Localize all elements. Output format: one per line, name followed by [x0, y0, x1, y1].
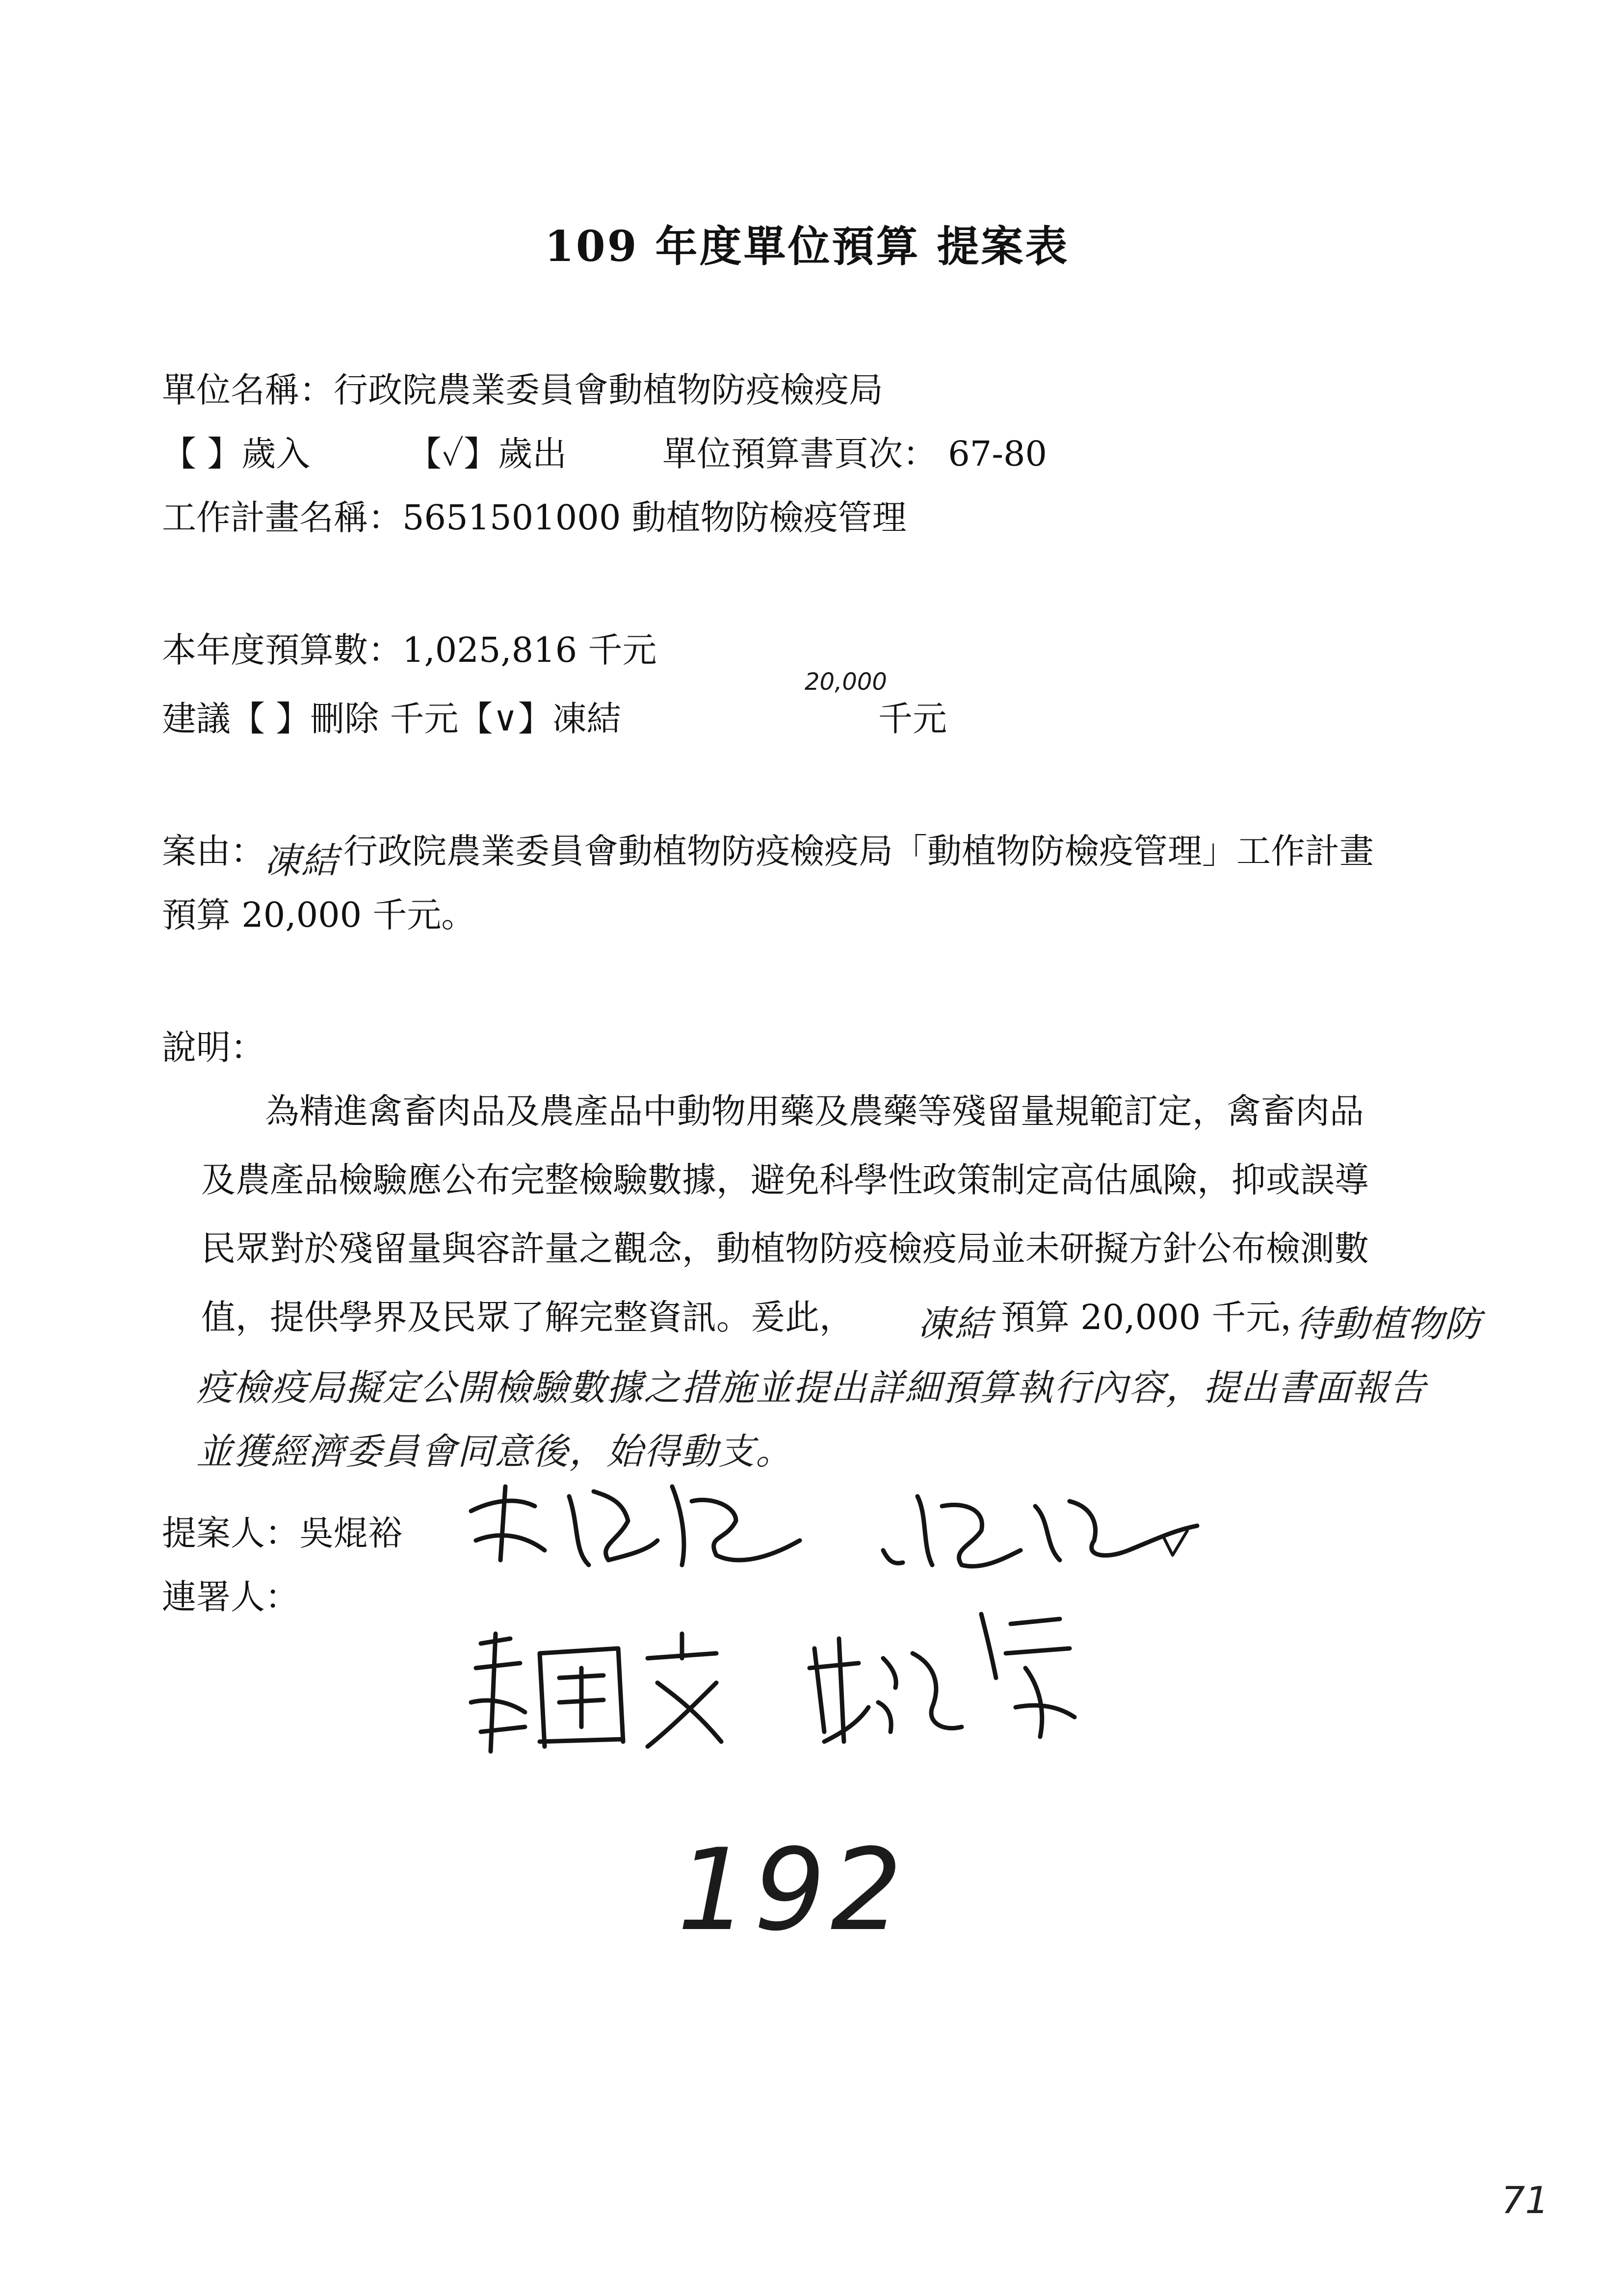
- cosigner-label: 連署人：: [162, 1577, 299, 1617]
- page-number: 71: [1501, 2178, 1549, 2222]
- document-title: 109 年度單位預算 提案表: [545, 222, 1070, 271]
- handwritten-note-line-2: 疫檢疫局擬定公開檢驗數據之措施並提出詳細預算執行內容，提出書面報告: [196, 1367, 1427, 1409]
- signature-cosigner-2: [461, 1614, 775, 1771]
- handwritten-note-line-1: 待動植物防: [1295, 1303, 1482, 1345]
- suggestion-line: 建議【 】刪除 千元【∨】凍結: [162, 699, 621, 739]
- revenue-checkbox-line: 【 】歲入: [162, 434, 311, 474]
- expenditure-checkbox-line: 【✓】歲出: [407, 434, 567, 474]
- proposer-line: 提案人：吳焜裕: [162, 1513, 402, 1553]
- explanation-label: 說明：: [162, 1027, 265, 1068]
- handwritten-note-line-3: 並獲經濟委員會同意後，始得動支。: [196, 1431, 793, 1473]
- handwritten-number: 192: [677, 1825, 907, 1956]
- budget-amount-line: 本年度預算數：1,025,816 千元: [162, 630, 657, 670]
- signature-proposer: [461, 1467, 814, 1575]
- case-label: 案由：: [162, 831, 265, 871]
- case-text-line-2: 預算 20,000 千元。: [162, 895, 476, 935]
- project-name-line: 工作計畫名稱：5651501000 動植物防檢疫管理: [162, 497, 907, 538]
- unit-name-line: 單位名稱：行政院農業委員會動植物防疫檢疫局: [162, 370, 883, 410]
- explanation-line-1: 為精進禽畜肉品及農產品中動物用藥及農藥等殘留量規範訂定，禽畜肉品: [265, 1091, 1364, 1131]
- explanation-line-4: 值，提供學界及民眾了解完整資訊。爰此，: [201, 1297, 854, 1337]
- signature-cosigner-1: [873, 1477, 1217, 1585]
- handwritten-freeze-amount: 20,000: [805, 668, 887, 696]
- explanation-tail: 預算 20,000 千元，: [1001, 1297, 1315, 1337]
- signature-cosigner-3: [795, 1594, 1089, 1771]
- suggestion-unit: 千元: [878, 699, 947, 739]
- explanation-line-2: 及農產品檢驗應公布完整檢驗數據，避免科學性政策制定高估風險，抑或誤導: [201, 1160, 1369, 1200]
- handwritten-case-freeze: 凍結: [264, 840, 339, 882]
- budget-page-line: 單位預算書頁次： 67-80: [662, 434, 1048, 474]
- case-text-line-1: 行政院農業委員會動植物防疫檢疫局「動植物防檢疫管理」工作計畫: [343, 831, 1374, 871]
- handwritten-explain-freeze: 凍結: [917, 1303, 992, 1345]
- explanation-line-3: 民眾對於殘留量與容許量之觀念，動植物防疫檢疫局並未研擬方針公布檢測數: [201, 1228, 1369, 1269]
